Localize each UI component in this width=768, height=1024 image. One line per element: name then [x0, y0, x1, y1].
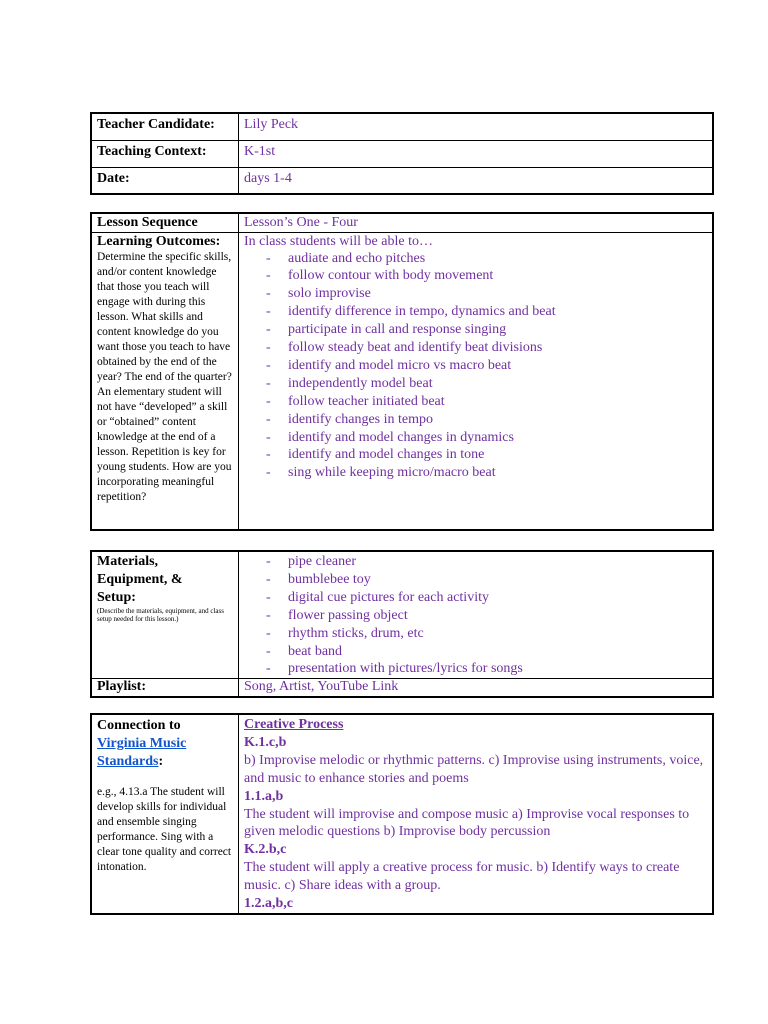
standards-content — [239, 714, 714, 914]
list-item: - audiate and echo pitches — [266, 250, 707, 268]
list-item: - solo improvise — [266, 285, 707, 303]
standard-text: b) Improvise melodic or rhythmic patterns. c) Improvise using instruments, voice, and music to enhance stories and poems — [244, 752, 704, 786]
virginia-standards-link[interactable]: Virginia Music Standards — [97, 736, 187, 769]
materials-content — [239, 551, 714, 679]
standard-code: K.2.b,c — [244, 842, 287, 858]
materials-label-2: Equipment, & — [97, 572, 183, 587]
standards-example: e.g., 4.13.a The student will develop skills for individual and ensemble singing performance. Sing with a clear tone quality and correct intonation. — [97, 786, 232, 873]
outcomes-help: Determine the specific skills, and/or content knowledge that those you teach will engage with during this lesson. What skills and content knowledge do you want those you teach to have obtained by the end of the year? The end of the quarter? An elementary student will not have “developed” a skill or “obtained” content knowledge at the end of a lesson. Repetition is key for young students. How are you incorporating meaningful repetition? — [97, 250, 232, 503]
materials-list — [244, 553, 707, 678]
list-item: - bumblebee toy — [266, 571, 707, 589]
list-item: - sing while keeping micro/macro beat — [266, 464, 707, 482]
standards-label-suffix: : — [158, 754, 164, 769]
sequence-value: Lesson’s One - Four — [239, 213, 714, 232]
list-item: - independently model beat — [266, 375, 707, 393]
list-item: - follow teacher initiated beat — [266, 393, 707, 411]
list-item: - beat band — [266, 643, 707, 661]
materials-label-cell — [91, 551, 239, 679]
outcomes-label: Learning Outcomes: — [97, 233, 221, 249]
list-item: - rhythm sticks, drum, etc — [266, 625, 707, 643]
date-label: Date: — [91, 167, 239, 194]
date-value: days 1-4 — [239, 167, 714, 194]
context-label: Teaching Context: — [91, 140, 239, 167]
list-item: - presentation with pictures/lyrics for songs — [266, 660, 707, 678]
materials-table — [90, 550, 714, 698]
standard-text: The student will improvise and compose music a) Improvise vocal responses to given melodic questions b) Improvise body percussion — [244, 806, 690, 840]
outcomes-intro: In class students will be able to… — [244, 233, 433, 249]
list-item: - identify and model changes in tone — [266, 446, 707, 464]
list-item: - identify changes in tempo — [266, 411, 707, 429]
candidate-value: Lily Peck — [239, 113, 714, 140]
standard-code: K.1.c,b — [244, 734, 287, 750]
outcomes-content — [239, 232, 714, 530]
standard-code: 1.2.a,b,c — [244, 896, 293, 912]
list-item: - follow steady beat and identify beat divisions — [266, 339, 707, 357]
standard-code: 1.1.a,b — [244, 788, 284, 804]
list-item: - identify difference in tempo, dynamics and beat — [266, 303, 707, 321]
outcomes-cell — [91, 232, 239, 530]
outcomes-list — [244, 250, 707, 483]
standards-label-cell — [91, 714, 239, 914]
playlist-label: Playlist: — [91, 679, 239, 697]
materials-label-3: Setup: — [97, 590, 136, 605]
header-table — [90, 112, 714, 195]
context-value: K-1st — [239, 140, 714, 167]
candidate-label: Teacher Candidate: — [91, 113, 239, 140]
sequence-label: Lesson Sequence — [91, 213, 239, 232]
list-item: - flower passing object — [266, 607, 707, 625]
list-item: - follow contour with body movement — [266, 267, 707, 285]
list-item: - identify and model changes in dynamics — [266, 429, 707, 447]
playlist-value: Song, Artist, YouTube Link — [239, 679, 714, 697]
materials-label-1: Materials, — [97, 554, 159, 569]
standards-table — [90, 713, 714, 915]
standards-label-prefix: Connection to — [97, 718, 181, 733]
lesson-table — [90, 212, 714, 531]
list-item: - participate in call and response singing — [266, 321, 707, 339]
list-item: - pipe cleaner — [266, 553, 707, 571]
standard-text: The student will apply a creative process for music. b) Identify ways to create music. c) Share ideas with a group. — [244, 860, 680, 894]
materials-help: (Describe the materials, equipment, and class setup needed for this lesson.) — [97, 607, 224, 623]
process-title: Creative Process — [244, 717, 344, 732]
list-item: - identify and model micro vs macro beat — [266, 357, 707, 375]
list-item: - digital cue pictures for each activity — [266, 589, 707, 607]
